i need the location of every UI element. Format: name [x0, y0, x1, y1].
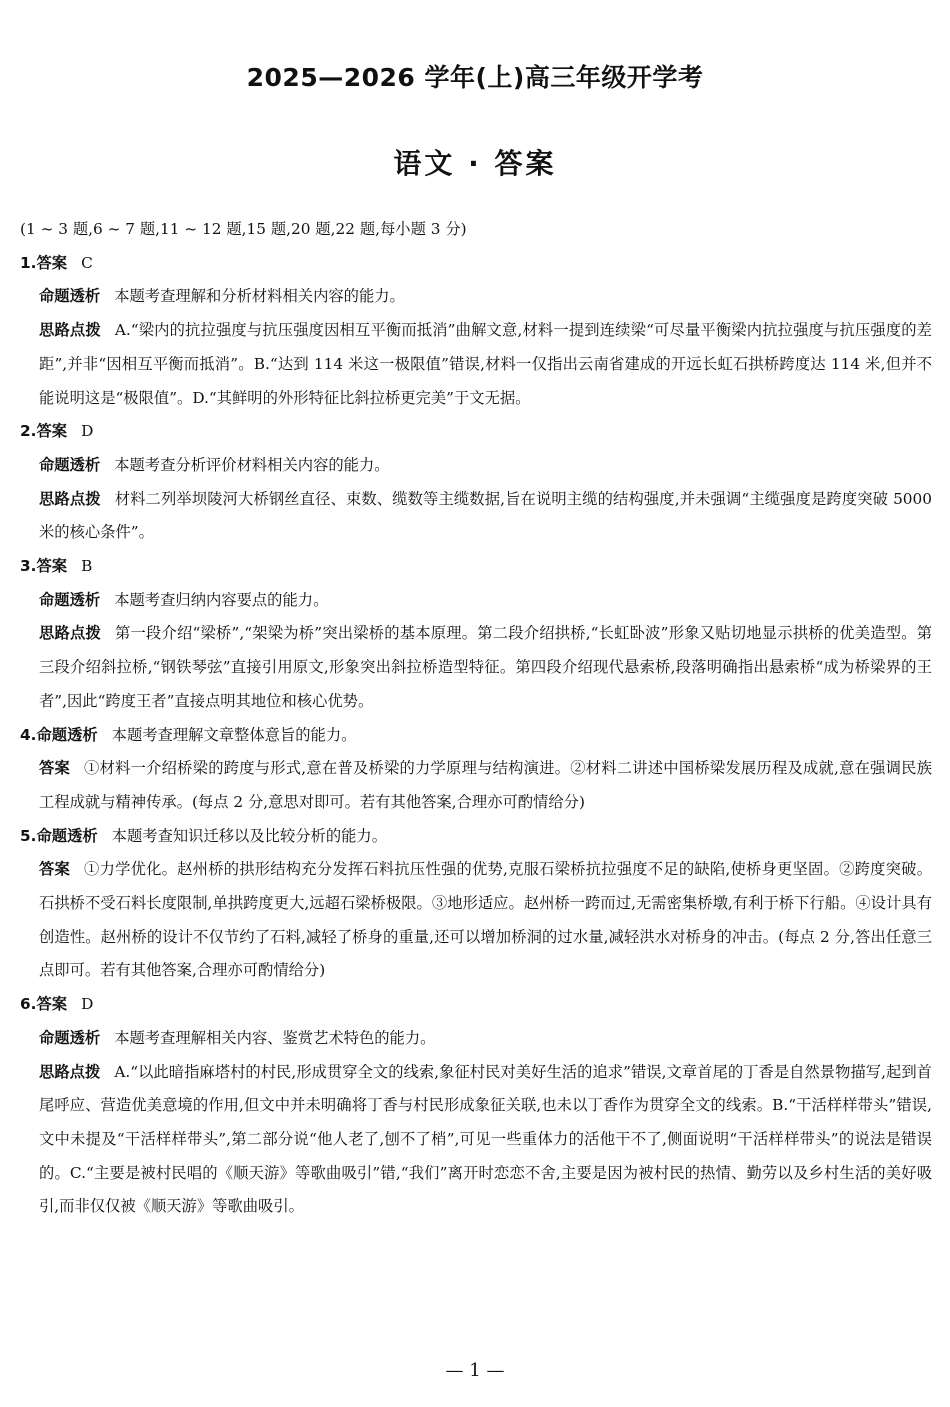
q3-answer-row — [20, 550, 932, 584]
q1-hint-row — [20, 314, 932, 415]
q2-answer-value: D — [81, 422, 94, 441]
q2-answer-row — [20, 415, 932, 449]
q3-analysis-row — [20, 584, 932, 618]
q4-number: 4. — [20, 725, 37, 744]
q1-hint-text: A.“梁内的抗拉强度与抗压强度因相互平衡而抵消”曲解文意,材料一提到连续梁“可尽量平衡梁内抗拉强度与抗压强度的差距”,并非“因相互平衡而抵消”。B.“达到 114 米这一极限值”错误,材料一仅指出云南省建成的开远长虹石拱桥跨度达 114 米,但并不能说明这是“极限值”。D.“其鲜明的外形特征比斜拉桥更完美”于文无据。 — [39, 321, 932, 407]
q6-hint-text: A.“以此暗指麻塔村的村民,形成贯穿全文的线索,象征村民对美好生活的追求”错误,文章首尾的丁香是自然景物描写,起到首尾呼应、营造优美意境的作用,但文中并未明确将丁香与村民形成象征关联,也未以丁香作为贯穿全文的线索。B.“干活样样带头”错误,文中未提及“干活样样带头”,第二部分说“他人老了,刨不了梢”,可见一些重体力的活他干不了,侧面说明“干活样样带头”的说法是错误的。C.“主要是被村民唱的《顺天游》等歌曲吸引”错,“我们”离开时恋恋不舍,主要是因为被村民的热情、勤劳以及乡村生活的美好吸引,而非仅仅被《顺天游》等歌曲吸引。 — [39, 1062, 932, 1216]
q3-analysis-label: 命题透析 — [39, 590, 101, 609]
q5-number: 5. — [20, 826, 37, 845]
q4-answer-row — [20, 752, 932, 819]
q2-analysis-label: 命题透析 — [39, 455, 101, 474]
q5-answer-row — [20, 853, 932, 988]
q6-number: 6. — [20, 995, 37, 1014]
q1-hint-label: 思路点拨 — [39, 321, 101, 340]
q6-hint-row — [20, 1056, 932, 1225]
q1-answer-row — [20, 247, 932, 281]
q1-answer-value: C — [81, 253, 93, 272]
page-number: — 1 — — [445, 1360, 505, 1381]
q4-answer-text: ①材料一介绍桥梁的跨度与形式,意在普及桥梁的力学原理与结构演进。②材料二讲述中国桥梁发展历程及成就,意在强调民族工程成就与精神传承。(每点 2 分,意思对即可。若有其他答案,合理亦可酌情给分) — [39, 759, 932, 811]
q6-answer-row — [20, 988, 932, 1022]
q6-analysis-row — [20, 1022, 932, 1056]
q2-number: 2. — [20, 422, 37, 441]
q5-analysis-text: 本题考查知识迁移以及比较分析的能力。 — [111, 826, 388, 845]
q3-hint-row — [20, 617, 932, 718]
q1-answer-label: 答案 — [36, 253, 68, 272]
q2-hint-label: 思路点拨 — [39, 489, 101, 508]
q2-analysis-text: 本题考查分析评价材料相关内容的能力。 — [114, 455, 390, 474]
q2-answer-label: 答案 — [36, 422, 68, 441]
q6-analysis-text: 本题考查理解相关内容、鉴赏艺术特色的能力。 — [114, 1028, 436, 1047]
q5-answer-label: 答案 — [39, 860, 71, 879]
q1-number: 1. — [20, 253, 37, 272]
q1-analysis-label: 命题透析 — [39, 287, 101, 306]
q3-analysis-text: 本题考查归纳内容要点的能力。 — [114, 590, 329, 609]
q2-hint-row — [20, 483, 932, 550]
q6-analysis-label: 命题透析 — [39, 1028, 101, 1047]
q6-answer-label: 答案 — [36, 995, 68, 1014]
scoring-note: (1 ~ 3 题,6 ~ 7 题,11 ~ 12 题,15 题,20 题,22 题,每小题 3 分) — [20, 220, 467, 238]
q4-analysis-label: 命题透析 — [36, 725, 98, 744]
answer-content — [20, 213, 932, 1224]
page-subtitle: 语文 · 答案 — [393, 147, 557, 180]
q5-answer-text: ①力学优化。赵州桥的拱形结构充分发挥石料抗压性强的优势,克服石梁桥抗拉强度不足的缺陷,使桥身更坚固。②跨度突破。石拱桥不受石料长度限制,单拱跨度更大,远超石梁桥极限。③地形适应。赵州桥一跨而过,无需密集桥墩,有利于桥下行船。④设计具有创造性。赵州桥的设计不仅节约了石料,减轻了桥身的重量,还可以增加桥洞的过水量,减轻洪水对桥身的冲击。(每点 2 分,答出任意三点即可。若有其他答案,合理亦可酌情给分) — [39, 860, 932, 980]
q3-number: 3. — [20, 557, 37, 576]
q2-analysis-row — [20, 449, 932, 483]
page-title: 2025—2026 学年(上)高三年级开学考 — [246, 63, 704, 92]
q3-answer-value: B — [81, 557, 93, 576]
q3-hint-label: 思路点拨 — [39, 624, 102, 643]
q2-hint-text: 材料二列举坝陵河大桥钢丝直径、束数、缆数等主缆数据,旨在说明主缆的结构强度,并未强调“主缆强度是跨度突破 5000 米的核心条件”。 — [39, 489, 932, 542]
q1-analysis-text: 本题考查理解和分析材料相关内容的能力。 — [114, 287, 405, 306]
q4-analysis-row — [20, 719, 932, 753]
q6-answer-value: D — [81, 995, 94, 1014]
q6-hint-label: 思路点拨 — [39, 1062, 101, 1081]
q5-analysis-row — [20, 820, 932, 854]
q1-analysis-row — [20, 280, 932, 314]
q4-analysis-text: 本题考查理解文章整体意旨的能力。 — [111, 725, 357, 744]
q3-answer-label: 答案 — [36, 557, 68, 576]
q3-hint-text: 第一段介绍“梁桥”,“架梁为桥”突出梁桥的基本原理。第二段介绍拱桥,“长虹卧波”形象又贴切地显示拱桥的优美造型。第三段介绍斜拉桥,“钢铁琴弦”直接引用原文,形象突出斜拉桥造型特征。第四段介绍现代悬索桥,段落明确指出悬索桥“成为桥梁界的王者”,因此“跨度王者”直接点明其地位和核心优势。 — [39, 624, 932, 710]
q4-answer-label: 答案 — [39, 759, 71, 778]
q5-analysis-label: 命题透析 — [36, 826, 98, 845]
